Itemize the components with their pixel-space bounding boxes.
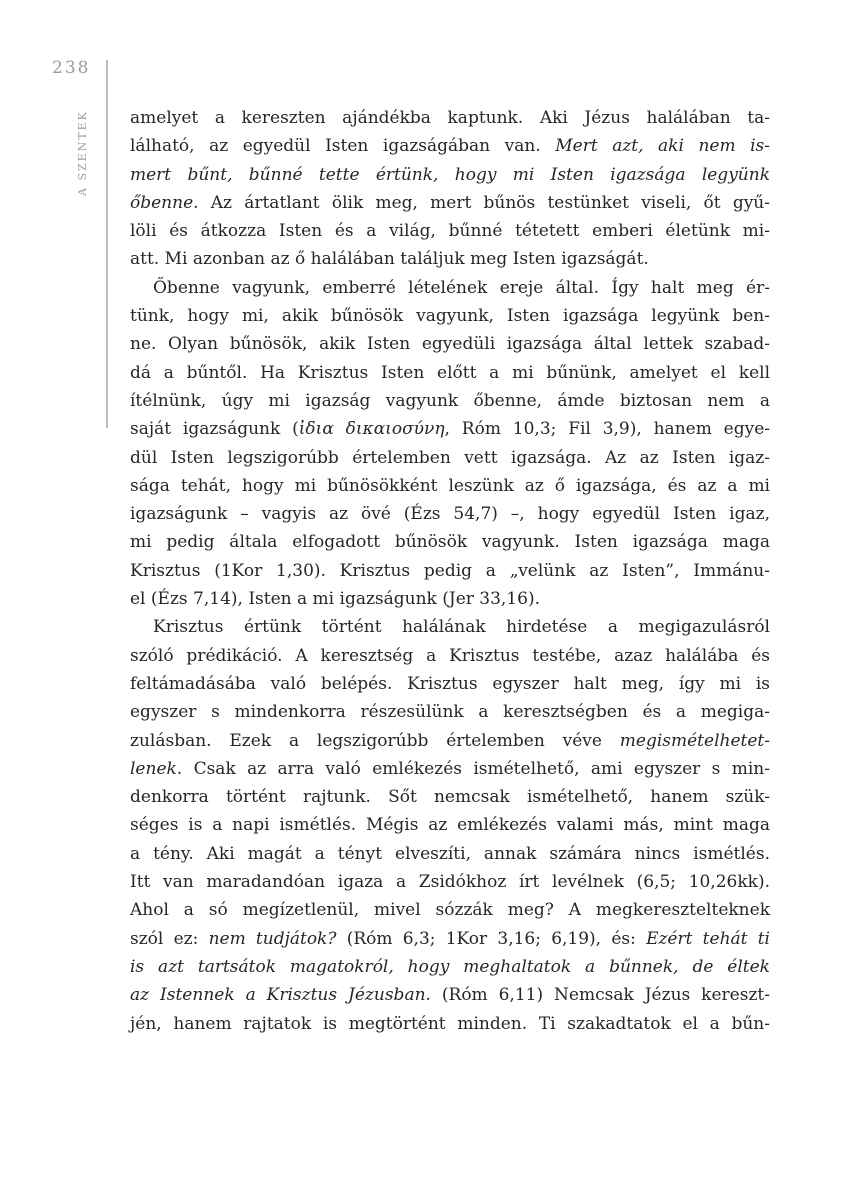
text-line (130, 330, 770, 358)
text-line (130, 953, 770, 981)
text-line (130, 387, 770, 415)
text-segment: megismételhetet- (619, 730, 770, 751)
page-number: 238 (52, 58, 91, 78)
text-column (130, 104, 770, 1038)
text-line (130, 896, 770, 924)
text-line (130, 840, 770, 868)
text-segment: Csak az arra való emlékezés ismételhető, ami egyszer s min- (182, 758, 770, 779)
text-line (130, 1010, 770, 1038)
text-segment: szól ez: (130, 928, 209, 949)
text-segment: Az ártatlant ölik meg, mert bűnös testünket viseli, őt gyű- (198, 192, 770, 213)
text-line (130, 444, 770, 472)
text-segment: mert bűnt, bűnné tette értünk, hogy mi Isten igazsága legyünk (130, 164, 770, 185)
text-line (130, 727, 770, 755)
text-line (130, 500, 770, 528)
text-segment: ítélnünk, úgy mi igazság vagyunk őbenne, ámde biztosan nem a (130, 390, 770, 411)
text-segment: saját igazságunk ( (130, 419, 299, 440)
text-line (130, 811, 770, 839)
text-segment: az Istennek a Krisztus Jézusban. (130, 985, 431, 1006)
text-line (130, 104, 770, 132)
margin-header-label: A SZENTEK (76, 110, 89, 196)
text-line (130, 359, 770, 387)
text-line (130, 472, 770, 500)
text-line (130, 132, 770, 160)
text-line (130, 585, 770, 613)
text-segment: dá a bűntől. Ha Krisztus Isten előtt a mi bűnünk, amelyet el kell (130, 362, 770, 383)
text-segment: tünk, hogy mi, akik bűnösök vagyunk, Isten igazsága legyünk ben- (130, 306, 770, 327)
text-segment: feltámadásába való belépés. Krisztus egyszer halt meg, így mi is (130, 673, 770, 694)
text-segment: denkorra történt rajtunk. Sőt nemcsak ismételhető, hanem szük- (130, 787, 770, 808)
text-segment: jén, hanem rajtatok is megtörtént minden. Ti szakadtatok el a bűn- (130, 1013, 770, 1034)
text-line (130, 161, 770, 189)
text-line (130, 217, 770, 245)
text-line (130, 925, 770, 953)
text-segment: amelyet a kereszten ajándékba kaptunk. Aki Jézus halálában ta- (130, 108, 770, 128)
text-line (130, 302, 770, 330)
text-segment: (Róm 6,3; 1Kor 3,16; 6,19), és: (336, 928, 647, 949)
text-line (130, 245, 770, 273)
text-segment: ne. Olyan bűnösök, akik Isten egyedüli igazsága által lettek szabad- (130, 334, 770, 355)
text-segment: löli és átkozza Isten és a világ, bűnné tétetett emberi életünk mi- (130, 221, 770, 242)
text-segment: egyszer s mindenkorra részesülünk a keresztségben és a megiga- (130, 702, 770, 723)
text-segment: sága tehát, hogy mi bűnösökként leszünk az ő igazsága, és az a mi (130, 475, 770, 496)
text-line (130, 189, 770, 217)
text-segment: Ahol a só megízetlenül, mivel sózzák meg? A megkeresztelteknek (130, 900, 770, 921)
text-line (130, 698, 770, 726)
text-segment: att. Mi azonban az ő halálában találjuk meg Isten igazságát. (130, 249, 649, 270)
text-line (130, 274, 770, 302)
text-line (130, 981, 770, 1009)
text-segment: őbenne. (130, 192, 199, 213)
text-segment: nem tudjátok? (208, 928, 337, 949)
text-segment: a tény. Aki magát a tényt elveszíti, annak számára nincs ismétlés. (130, 843, 770, 864)
text-segment: Itt van maradandóan igaza a Zsidókhoz írt levélnek (6,5; 10,26kk). (130, 872, 770, 893)
text-segment: Őbenne vagyunk, emberré lételének ereje által. Így halt meg ér- (153, 277, 770, 298)
text-line (130, 642, 770, 670)
text-line (130, 528, 770, 556)
text-segment: szóló prédikáció. A keresztség a Krisztus testébe, azaz halálába és (130, 645, 770, 666)
margin-rule-divider (106, 60, 108, 428)
greek-text-segment: ἰδια δικαιοσύνη (298, 419, 445, 440)
text-segment: Ezért tehát ti (646, 928, 770, 949)
text-segment: Krisztus értünk történt halálának hirdetése a megigazulásról (153, 617, 770, 638)
text-segment: el (Ézs 7,14), Isten a mi igazságunk (Jer 33,16). (130, 589, 541, 610)
text-segment: , Róm 10,3; Fil 3,9), hanem egye- (444, 419, 771, 440)
text-segment: zulásban. Ezek a legszigorúbb értelemben véve (130, 730, 620, 751)
text-line (130, 868, 770, 896)
text-segment: lenek. (130, 758, 183, 779)
text-line (130, 670, 770, 698)
text-line (130, 755, 770, 783)
text-segment: mi pedig általa elfogadott bűnösök vagyunk. Isten igazsága maga (130, 532, 770, 553)
text-segment: Mert azt, aki nem is- (555, 136, 770, 157)
text-segment: Krisztus (1Kor 1,30). Krisztus pedig a „velünk az Isten”, Immánu- (130, 560, 770, 581)
text-segment: igazságunk – vagyis az övé (Ézs 54,7) –, hogy egyedül Isten igaz, (130, 504, 770, 525)
text-segment: (Róm 6,11) Nemcsak Jézus kereszt- (430, 985, 770, 1006)
text-segment: is azt tartsátok magatokról, hogy meghaltatok a bűnnek, de éltek (130, 956, 770, 977)
text-line (130, 613, 770, 641)
text-segment: séges is a napi ismétlés. Mégis az emlékezés valami más, mint maga (130, 815, 770, 836)
text-line (130, 415, 770, 443)
text-segment: lálható, az egyedül Isten igazságában van. (130, 136, 556, 157)
text-line (130, 557, 770, 585)
text-segment: dül Isten legszigorúbb értelemben vett igazsága. Az az Isten igaz- (130, 447, 770, 468)
text-line (130, 783, 770, 811)
